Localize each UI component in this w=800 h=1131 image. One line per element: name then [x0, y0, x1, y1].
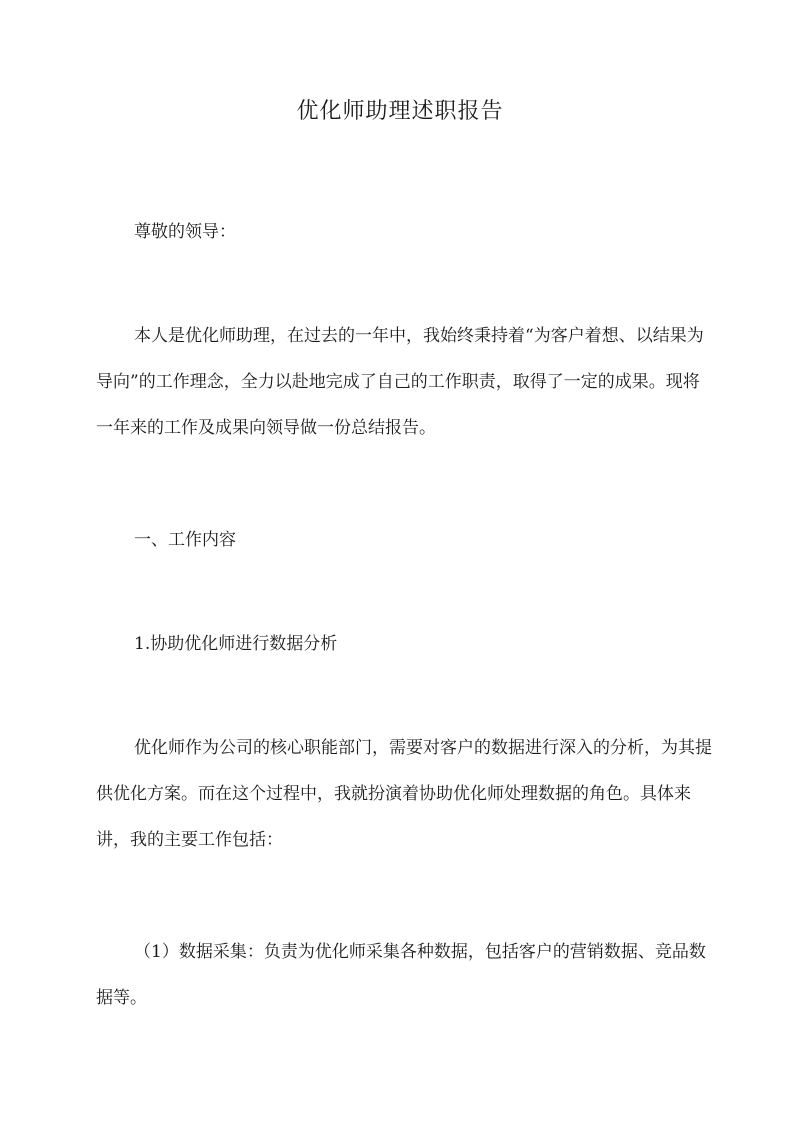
list-item: （1）数据采集：负责为优化师采集各种数据，包括客户的营销数据、竞品数据等。	[96, 942, 706, 1008]
salutation: 尊敬的领导：	[134, 222, 236, 242]
body-paragraph: 优化师作为公司的核心职能部门，需要对客户的数据进行深入的分析，为其提供优化方案。而在这个过程中，我就扮演着协助优化师处理数据的角色。具体来讲，我的主要工作包括：	[96, 738, 712, 850]
subsection-heading: 1.协助优化师进行数据分析	[134, 634, 338, 654]
intro-paragraph: 本人是优化师助理，在过去的一年中，我始终秉持着“为客户着想、以结果为导向”的工作理念，全力以赴地完成了自己的工作职责，取得了一定的成果。现将一年来的工作及成果向领导做一份总结报告。	[96, 326, 704, 438]
section-heading: 一、工作内容	[134, 530, 236, 550]
document-title: 优化师助理述职报告	[296, 99, 504, 124]
